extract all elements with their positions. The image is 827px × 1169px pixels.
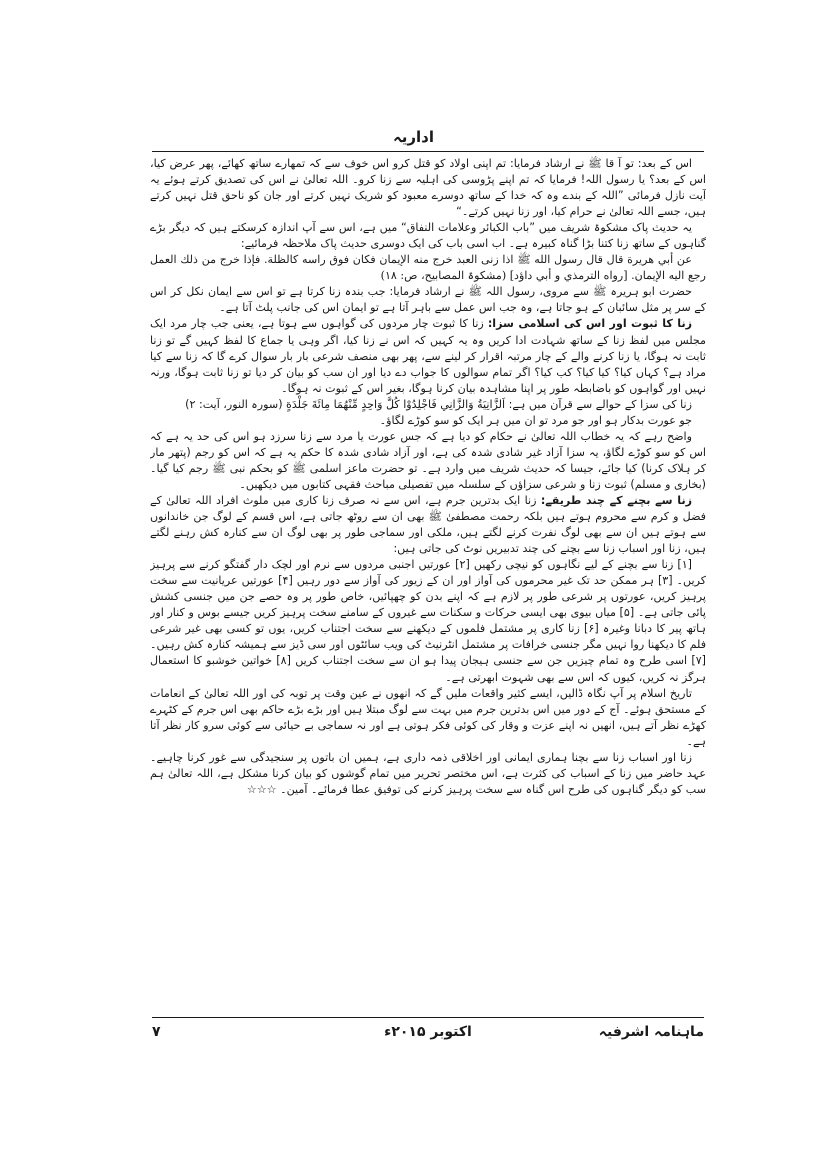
paragraph: حضرت ابو ہریرہ ﷺ سے مروی، رسول اللہ ﷺ نے ارشاد فرمایا: جب بندہ زنا کرتا ہے تو اس سے ایمان نکل کر اس کے سر پر مثل سائبان کے ہو جاتا ہے، وہ جب اس عمل سے باہر آتا ہے تو ایمان اس کی جانب پلٹ آتا ہے۔ [150, 285, 706, 315]
article-body [150, 156, 706, 1012]
page-footer [152, 1024, 704, 1046]
header-divider [152, 151, 704, 152]
arabic-hadith: عن أبي هريرة قال قال رسول الله ﷺ اذا زنى العبد خرج منه الإيمان فكان فوق راسه كالظلة. فإذا خرج من ذلك العمل رجع اليه الإيمان. [رواه الترمذي و أبي داؤد] (مشکوۃ المصابیح، ص: ۱۸) [150, 253, 706, 283]
quran-verse-paragraph: زنا کی سزا کے حوالے سے قرآن میں ہے: اَلزَّانِيَةُ وَالزَّانِي فَاجْلِدُوْا كُلَّ وَاحِدٍ مِّنْهُمَا مِائَةَ جَلْدَةٍ (سورہ النور، آیت: ۲) [185, 397, 692, 411]
closing-paragraph: زنا اور اسباب زنا سے بچنا ہماری ایمانی اور اخلاقی ذمہ داری ہے، ہمیں ان باتوں پر سنجیدگی سے غور کرنا چاہیے۔ عہد حاضر میں زنا کے اسباب کی کثرت ہے، اس مختصر تحریر میں تمام گوشوں کو بیان کرنا مشکل ہے، اللہ تعالیٰ ہم سب کو دیگر گناہوں کی طرح اس گناہ سے سخت پرہیز کرنے کی توفیق عطا فرمائے۔ آمین۔ ☆☆☆ [150, 750, 706, 796]
paragraph: واضح رہے کہ یہ خطاب اللہ تعالیٰ نے حکام کو دیا ہے کہ جس عورت یا مرد سے زنا سرزد ہو اس کی حد یہ ہے کہ اس کو سو کوڑے لگاؤ، یہ سزا آزاد غیر شادی شدہ کی ہے، اور آزاد شادی شدہ کا حکم یہ ہے کہ اس کو رجم (پتھر مار کر ہلاک کرنا) کیا جائے، جیسا کہ حدیث شریف میں وارد ہے۔ تو حضرت ماعز اسلمی ﷺ کو بحکم نبی ﷺ رجم کیا گیا۔ (بخاری و مسلم) ثبوت زنا و شرعی سزاؤں کے سلسلہ میں تفصیلی مباحث فقہی کتابوں میں دیکھیں۔ [150, 429, 706, 491]
footer-divider [152, 1017, 704, 1018]
paragraph: جو عورت بدکار ہو اور جو مرد تو ان میں ہر ایک کو سو کوڑے لگاؤ۔ [379, 413, 692, 427]
paragraph: [۱] زنا سے بچنے کے لیے نگاہوں کو نیچی رکھیں [۲] عورتیں اجنبی مردوں سے نرم اور لچک دار گفتگو کرنے سے پرہیز کریں۔ [۳] ہر ممکن حد تک غیر محرموں کی آواز اور ان کے زیور کی آواز سے دور رہیں [۴] عورتیں عریانیت سے سخت پرہیز کریں، عورتوں پر شرعی طور پر لازم ہے کہ اپنے بدن کو چھپائیں، خاص طور پر وہ حصے جن میں جنسی کشش پائی جاتی ہے۔ [۵] میاں بیوی بھی ایسی حرکات و سکنات سے غیروں کے سامنے سخت پرہیز کریں جیسے بوس و کنار اور ہاتھ پیر کا دبانا وغیرہ [۶] زنا کاری پر مشتمل فلموں کے دیکھنے سے سخت اجتناب کریں، یوں تو کسی بھی غیر شرعی فلم کا دیکھنا روا نہیں مگر جنسی خرافات پر مشتمل انٹرنیٹ کی ویب سائٹوں اور سی ڈیز سے ہمیشہ کنارہ کش رہیں۔ [۷] اسی طرح وہ تمام چیزیں جن سے جنسی ہیجان پیدا ہو ان سے سخت اجتناب کریں [۸] خواتین خوشبو کا استعمال ہرگز نہ کریں، کیوں کہ اس سے بھی شہوت ابھرتی ہے۔ [150, 558, 706, 684]
magazine-name: ماہنامہ اشرفیہ [598, 1024, 704, 1040]
section-heading: زنا کا ثبوت اور اس کی اسلامی سزا: [487, 317, 692, 331]
paragraph: تاریخ اسلام پر آپ نگاہ ڈالیں، ایسے کثیر واقعات ملیں گے کہ انھوں نے عین وقت پر توبہ کی اور اللہ تعالیٰ کے انعامات کے مستحق ہوئے۔ آج کے دور میں اس بدترین جرم میں بہت سے لوگ مبتلا ہیں اور بڑے بڑے حاکم بھی اس جرم کے کٹہرے کھڑے نظر آتے ہیں، انھیں نہ اپنے عزت و وقار کی کوئی فکر ہوتی ہے اور نہ سماجی بے حیائی سے کوئی سرو کار نظر آتا ہے۔ [150, 686, 706, 748]
paragraph: یہ حدیث پاک مشکوۃ شریف میں ”باب الکبائر وعلامات النفاق“ میں ہے، اس سے آپ اندازہ کرسکتے ہیں کہ دیگر بڑے گناہوں کے ساتھ زنا کتنا بڑا گناہ کبیرہ ہے۔ اب اسی باب کی ایک دوسری حدیث پاک ملاحظہ فرمائیے: [150, 221, 706, 251]
section-proof-paragraph: زنا کا ثبوت اور اس کی اسلامی سزا: زنا کا ثبوت چار مردوں کی گواہوں سے ہوتا ہے، یعنی جب چار مرد ایک مجلس میں لفظ زنا کے ساتھ شہادت ادا کریں وہ یہ کہیں کہ اس نے زنا کیا، اگر وہی یا جماع کا لفظ کہیں گے تو زنا ثابت نہ ہوگا، یا زنا کرنے والے کے چار مرتبہ اقرار کر لینے سے، پھر بھی منصف شرعی بار بار سوال کرے گا کہ زنا سے کیا مراد ہے؟ کہاں کیا؟ کیا کیا؟ کب کیا؟ اگر تمام سوالوں کا جواب دے دیا اور ان سب کو بیان کر دیا تو زنا ثابت ہوگا، ورنہ نہیں اور گواہوں کو باضابطہ طور پر اپنا مشاہدہ بیان کرنا ہوگا، بغیر اس کے ثبوت نہ ہوگا۔ [150, 317, 706, 395]
page-title: اداریہ [392, 128, 435, 146]
section-heading: زنا سے بچنے کے چند طریقے: [540, 493, 693, 507]
section-ways-paragraph: زنا سے بچنے کے چند طریقے: زنا ایک بدترین جرم ہے، اس سے نہ صرف زنا کاری میں ملوث افراد اللہ تعالیٰ کے فضل و کرم سے محروم ہوتے ہیں بلکہ رحمت مصطفیٰ ﷺ بھی ان سے روٹھ جاتی ہے، اس قسم کے لوگ جن خاندانوں سے ہوتے ہیں ان سے بھی لوگ نفرت کرنے لگتے ہیں، ملکی اور سماجی طور پر بھی لوگ ان سے کنارہ کش رہنے لگتے ہیں، زنا اور اسباب زنا سے بچنے کی چند تدبیریں نوٹ کی جاتی ہیں: [150, 493, 706, 556]
page-number: ۷ [152, 1024, 161, 1040]
issue-date: اکتوبر ۲۰۱۵ء [384, 1024, 472, 1040]
paragraph: اس کے بعد: تو آ قا ﷺ نے ارشاد فرمایا: تم اپنی اولاد کو قتل کرو اس خوف سے کہ تمھارے ساتھ کھائے، پھر عرض کیا، اس کے بعد؟ یا رسول اللہ! فرمایا کہ تم اپنے پڑوسی کی اہلیہ سے زنا کرو۔ اللہ تعالیٰ نے اس کی تصدیق کرتے ہوئے یہ آیت نازل فرمائی ”اللہ کے بندے وہ کہ خدا کے ساتھ دوسرے معبود کو شریک نہیں کرتے اور جان کو ناحق قتل نہیں کرتے ہیں، جسے اللہ تعالیٰ نے حرام کیا، اور زنا نہیں کرتے۔“ [150, 157, 706, 219]
